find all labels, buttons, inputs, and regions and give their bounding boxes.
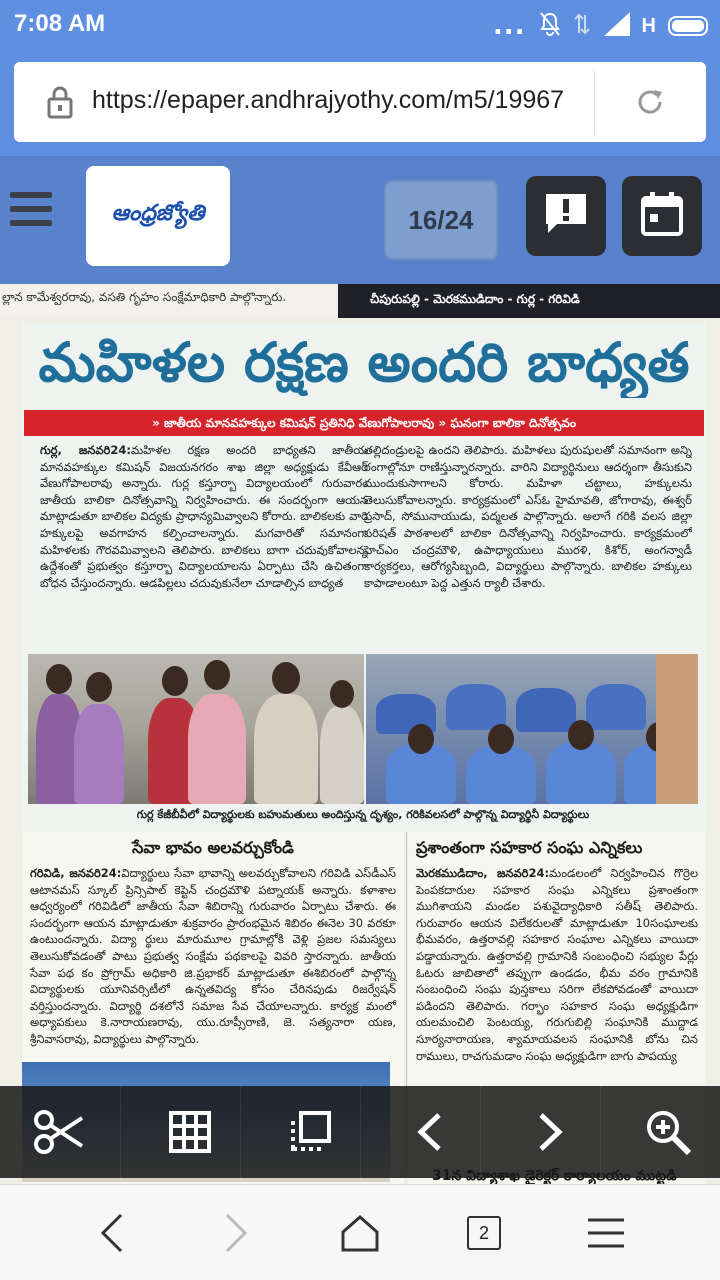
epaper-header (0, 156, 720, 284)
story-cooperative-text: మండలంలో నిర్వహించిన గొర్రెల పెంపకదారుల సహకార సంఘ ఎన్నికలు ప్రశాంతంగా ముగిశాయని మండల పశువైద్యాధికారి సతీష్ తెలిపారు. గురువారం ఆయన విలేకరులతో మాట్లాడుతూ 10సంఘాలకు భీమవరం, ఉత్తరావల్లి సహకార సంఘాల ఎన్నికలు వాయిదా పడ్డాయన్నారు. ఉత్తరావల్లి గ్రామానికి సంబంధించి సభ్యుల పేర్లు ఓటరు జాబితాలో తప్పుగా ఉండడం, భీమ వరం గ్రామానికి సంబంధించి సంఘ పుస్తకాలు సరిగా లేకపోవడంతో వాయిదా పడిందని తెలిపారు. గర్భాం సహకార సంఘ అధ్యక్షుడిగా యలమంచిలి పెంటయ్య, గరుగుబిల్లి సంఘానికి ముద్దాడ సూర్యనారాయణ, శ్యామాయవలస సంఘానికి బోను చిన రాములు, రాచగుమడాం సంఘ అధ్యక్షుడిగా బాగు పాపయ్య (416, 866, 698, 1063)
tabs-icon[interactable] (458, 1207, 510, 1259)
next-page-icon[interactable] (522, 1104, 578, 1160)
browser-toolbar (0, 52, 720, 156)
article-column-left-text: మహిళల రక్షణ అందరి బాధ్యతని జాతీయ మానవహక్కుల కమిషన్ విజయనగరం శాఖ జిల్లా అధ్యక్షుడు కేవీఆర్ వేణుగోపాలరావు అన్నారు. గుర్ల కస్తూర్బా విద్యాలయంలో గురువారం జాతీయ బాలికా దినోత్సవాన్ని నిర్వహించారు. ఈ సందర్భంగా ఆయన మాట్లాడుతూ బాలికల విద్యకు ప్రాధాన్యమివ్వాలని కోరారు. బాలికలకు వారి హక్కులపై అవగాహన కల్పించాలన్నారు. మగవారితో సమానంగా మహిళలకు గౌరవమివ్వాలని తెలిపారు. బాలికలు బాగా చదువుకోవాలన్న ఉద్దేశంతో ప్రభుత్వం కస్తూర్బా విద్యాలయాలను ఏర్పాటు చేసి ఉచితంగా బోధన చేస్తుందన్నారు. ఆడపిల్లలు చదువుకునేలా చూడాల్సిన బాధ్యత (40, 443, 368, 590)
notifications-off-icon (538, 11, 562, 41)
main-article[interactable] (22, 322, 706, 832)
top-strip-right: చీపురుపల్లి - మెరకముడిదాం - గుర్ల - గరివిడి (338, 284, 720, 318)
url-divider (594, 70, 595, 134)
home-icon[interactable] (334, 1207, 386, 1259)
story-seva-body (22, 865, 404, 1083)
article-dateline: గుర్ల, జనవరి24: (40, 443, 131, 457)
menu-icon[interactable] (10, 192, 54, 228)
browser-bottom-nav (0, 1184, 720, 1280)
status-time: 7:08 AM (14, 10, 106, 37)
status-icons (493, 10, 708, 42)
lock-icon (46, 84, 74, 120)
signal-icon (602, 12, 630, 40)
feedback-icon (541, 189, 591, 243)
url-text[interactable]: https://epaper.andhrajyothy.com/m5/19967 (92, 86, 565, 114)
calendar-icon (640, 191, 684, 241)
photo-caption: గుర్ల కేజీబీవీలో విద్యార్థులకు బహుమతులు అందిస్తున్న దృశ్యం, గరికివలసలో పాల్గొన్న విద్యార్థినీ విద్యార్థులు (136, 808, 590, 821)
story-seva-text: విద్యార్థులు సేవా భావాన్ని అలవర్చుకోవాలని గరివిడి ఎస్‌డీఎస్ ఆటానమస్ స్కూల్ ప్రిన్సిపాల్ కెప్టెన్ చంద్రమౌళి పట్నాయక్ అన్నారు. కళాశాల ఆధ్వర్యంలో గరివిడిలో జాతీయ సేవా శిబిరాన్ని గురువారం ఏర్పాటు చేశారు. ఈ సందర్భంగా ఆయన మాట్లాడుతూ శుక్రవారం ప్రారంభమైన శిబిరం ఈనెల 30 వరకూ ఉంటుందన్నారు. విద్యా ర్థులు మారుమూల గ్రామాల్లోకి వెళ్లి ప్రజల సమస్యలు తెలుసుకోవడంతో పాటు ప్రభుత్వ సంక్షేమ పథకాలపై వివరి స్తారన్నారు. జాతీయ సేవా పథ కం ప్రోగ్రామ్ అధికారి జి.ప్రభాకర్ మాట్లాడుతూ ఈశిబిరంలో పాల్గొన్న విద్యార్థులకు యూనివర్సిటీలో ఉన్నతవిద్య కోసం చేరినపుడు రిజర్వేషన్ వర్తిస్తుందన్నారు. విద్యార్థి దశలోనే సమాజ సేవ చేయాలన్నారు. కార్యక్ర మంలో అధ్యాపకులు కె.నారాయణరావు, యు.రూప్సీరాణి, జె. సత్యనారా యణ, శ్రీనివాసరావు, విద్యార్థులు పాల్గొన్నారు. (30, 866, 396, 1046)
clip-icon[interactable] (282, 1104, 338, 1160)
article-photo-left (28, 654, 364, 804)
data-arrows-icon (574, 11, 590, 41)
article-column-right: తల్లిదండ్రులపై ఉందని తెలిపారు. మహిళలు పురుషులతో సమానంగా అన్ని రంగాల్లోనూ రాణిస్తున్నారన్నారు. వారిని విద్యార్థినులు ఆదర్శంగా తీసుకుని ముందుకుసాగాలని కోరారు. మహిళా చట్టాలు, హక్కులను తెలుసుకోవాలన్నారు. కార్యక్రమంలో ఎస్ఓ హైమావతి, జోగారావు, ఈశ్వర్ ప్రసాద్, సోమునాయుడు, పద్మలత పాల్గొన్నారు. అలాగే గరికి వలస జిల్లా పరిషత్ పాఠశాలలో బాలికా దినోత్సవాన్ని నిర్వహించారు. కార్యక్రమంలో హెచ్ఎం చంద్రమౌళి, ఉపాధ్యాయులు మురళి, కిశోర్, అంగన్వాడీ కార్యకర్తలు, ఆరోగ్యసిబ్బంది, విద్యార్థులు పాల్గొన్నారు. బాలికల హక్కులు కాపాడాలంటూ పెద్ద ఎత్తున ర్యాలీ చేశారు. (364, 443, 692, 590)
page-indicator[interactable]: 16/24 (384, 180, 498, 260)
story-cooperative-title: ప్రశాంతంగా సహకార సంఘ ఎన్నికలు (416, 838, 643, 857)
network-type: H (641, 14, 656, 37)
tab-count: 2 (467, 1216, 501, 1250)
story-cooperative-dateline: మెరకముడిదాం, జనవరి24: (416, 866, 550, 880)
forward-icon[interactable] (210, 1207, 262, 1259)
top-strip-left: ల్లాన కామేశ్వరరావు, వసతి గృహం సంక్షేమాధికారి పాల్గొన్నారు. (0, 284, 336, 318)
reload-icon[interactable] (634, 86, 666, 118)
battery-icon (668, 16, 708, 36)
zoom-icon[interactable] (640, 1104, 696, 1160)
article-headline: మహిళల రక్షణ అందరి బాధ్యత (38, 331, 690, 394)
calendar-button[interactable] (622, 176, 702, 256)
address-bar[interactable] (14, 62, 706, 142)
status-dots: ... (492, 11, 526, 41)
logo-text: ఆంధ్రజ్యోతి (111, 201, 205, 226)
back-icon[interactable] (86, 1207, 138, 1259)
previous-page-icon[interactable] (402, 1104, 458, 1160)
feedback-button[interactable] (526, 176, 606, 256)
reader-toolbar (0, 1086, 720, 1178)
status-bar (0, 0, 720, 52)
story-seva-title: సేవా భావం అలవర్చుకోండి (132, 838, 294, 857)
grid-icon[interactable] (162, 1104, 218, 1160)
scissors-icon[interactable] (30, 1104, 86, 1160)
story-seva-dateline: గరివిడి, జనవరి24: (30, 866, 122, 880)
menu-lines-icon[interactable] (580, 1207, 632, 1259)
article-ribbon: » జాతీయ మానవహక్కుల కమిషన్ ప్రతినిధి వేణుగోపాలరావు » ఘనంగా బాలికా దినోత్సవం (24, 410, 704, 436)
epaper-page[interactable] (0, 284, 720, 1184)
logo[interactable] (86, 166, 230, 266)
article-column-left (40, 442, 368, 642)
article-photo-right (366, 654, 698, 804)
